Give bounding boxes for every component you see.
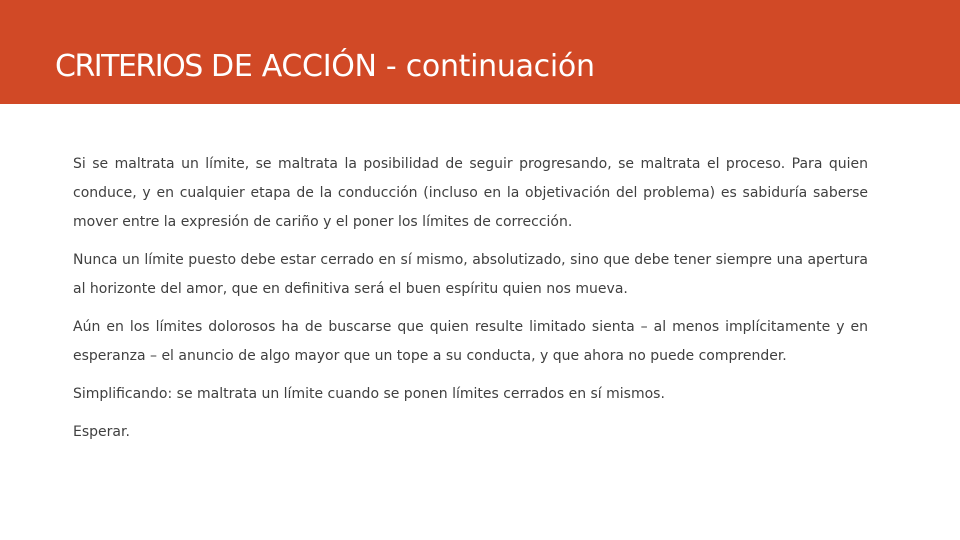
slide-title	[55, 50, 595, 83]
slide-title-bold: CRITERIOS	[55, 49, 202, 84]
paragraph-4: Simplificando: se maltrata un límite cuando se ponen límites cerrados en sí mismos.	[73, 386, 665, 402]
paragraph-1: Si se maltrata un límite, se maltrata la posibilidad de seguir progresando, se maltrata el proceso. Para quien conduce, y en cualquier etapa de la conducción (incluso en la objetivación del problema) es sabiduría saberse mover entre la expresión de cariño y el poner los límites de corrección.	[73, 156, 868, 230]
paragraph-5: Esperar.	[73, 424, 130, 440]
paragraph-2: Nunca un límite puesto debe estar cerrado en sí mismo, absolutizado, sino que debe tener siempre una apertura al horizonte del amor, que en definitiva será el buen espíritu quien nos mueva.	[73, 252, 868, 297]
slide-body	[73, 150, 868, 456]
slide-title-rest: DE ACCIÓN - continuación	[201, 49, 595, 84]
paragraph-3: Aún en los límites dolorosos ha de buscarse que quien resulte limitado sienta – al menos implícitamente y en esperanza – el anuncio de algo mayor que un tope a su conducta, y que ahora no puede comprender.	[73, 319, 868, 364]
title-bar	[0, 0, 960, 104]
